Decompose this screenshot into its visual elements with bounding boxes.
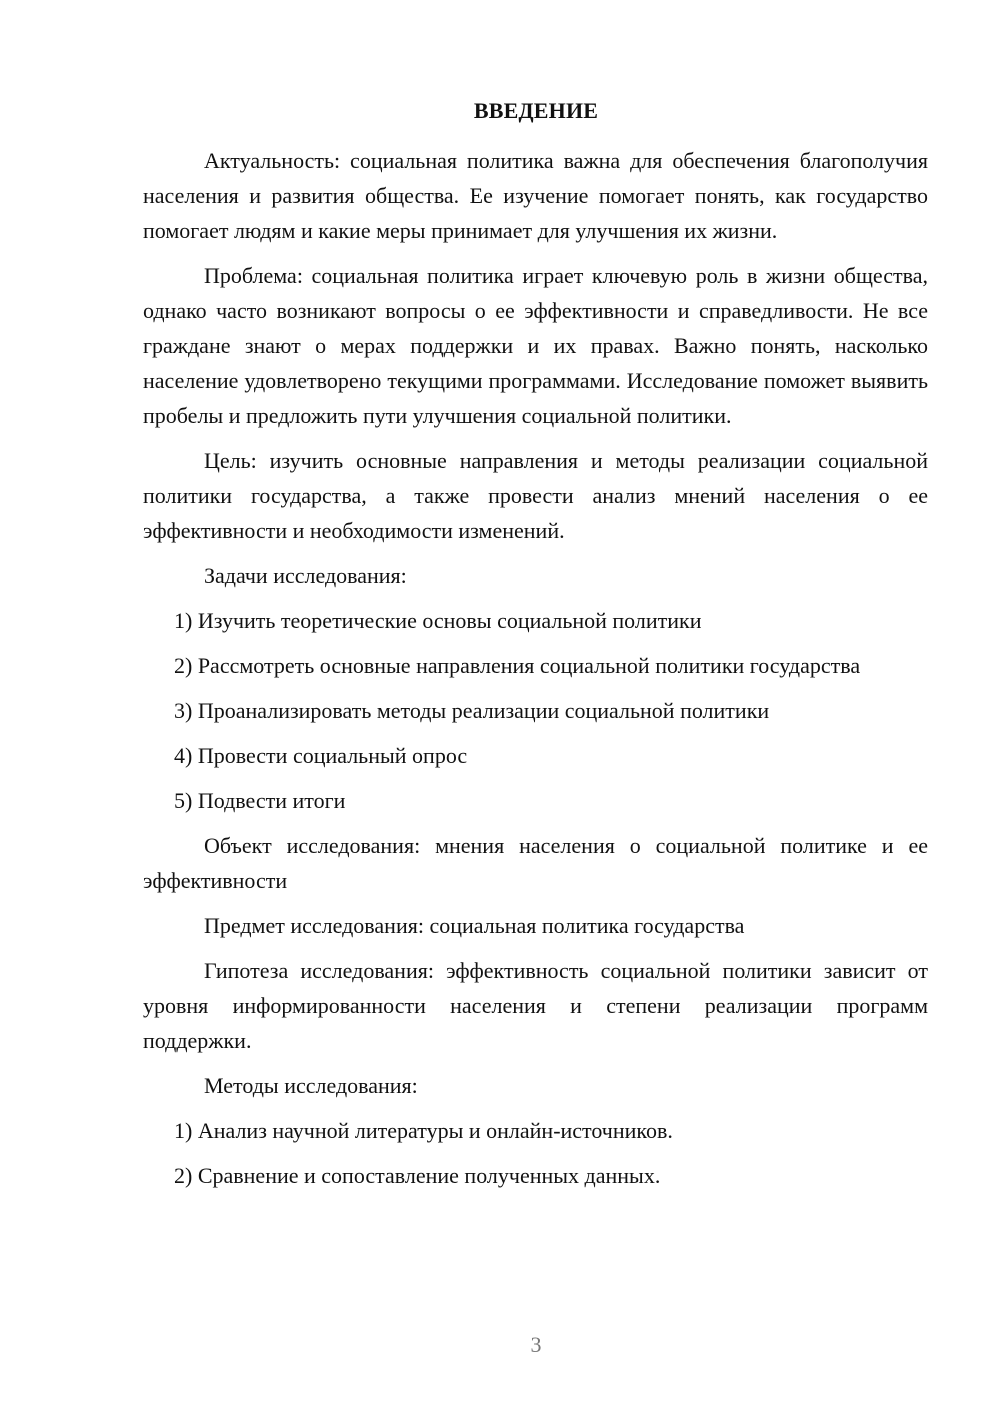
relevance-paragraph: Актуальность: социальная политика важна для обеспечения благополучия населения и развития общества. Ее изучение помогает понять, как государство помогает людям и какие меры принимает для улучшения их жизни. xyxy=(143,148,928,243)
subject-paragraph: Предмет исследования: социальная политика государства xyxy=(204,913,745,938)
tasks-heading: Задачи исследования: xyxy=(204,563,407,588)
task-item: 3) Проанализировать методы реализации социальной политики xyxy=(174,698,770,723)
task-item: 2) Рассмотреть основные направления социальной политики государства xyxy=(174,653,861,678)
page-number: 3 xyxy=(530,1332,542,1357)
task-item: 1) Изучить теоретические основы социальной политики xyxy=(174,608,702,633)
problem-paragraph: Проблема: социальная политика играет ключевую роль в жизни общества, однако часто возникают вопросы о ее эффективности и справедливости. Не все граждане знают о мерах поддержки и их правах. Важно понять, насколько население удовлетворено текущими программами. Исследование поможет выявить пробелы и предложить пути улучшения социальной политики. xyxy=(143,263,928,428)
hypothesis-paragraph: Гипотеза исследования: эффективность социальной политики зависит от уровня информированности населения и степени реализации программ поддержки. xyxy=(143,958,928,1053)
task-item: 5) Подвести итоги xyxy=(174,788,346,813)
section-heading: ВВЕДЕНИЕ xyxy=(473,98,599,123)
methods-heading: Методы исследования: xyxy=(204,1073,418,1098)
task-item: 4) Провести социальный опрос xyxy=(174,743,468,768)
goal-paragraph: Цель: изучить основные направления и методы реализации социальной политики государства, а также провести анализ мнений населения о ее эффективности и необходимости изменений. xyxy=(143,448,928,543)
method-item: 1) Анализ научной литературы и онлайн-источников. xyxy=(174,1118,673,1143)
object-paragraph: Объект исследования: мнения населения о социальной политике и ее эффективности xyxy=(143,833,928,893)
document-body xyxy=(143,143,928,1203)
method-item: 2) Сравнение и сопоставление полученных данных. xyxy=(174,1163,661,1188)
